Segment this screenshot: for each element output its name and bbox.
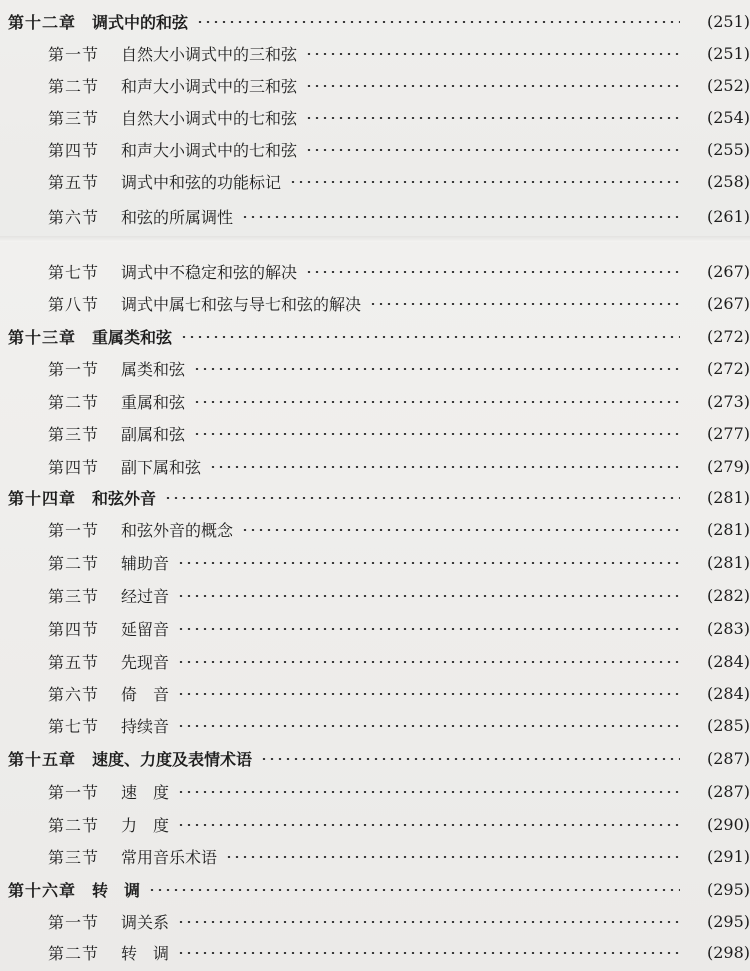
page-number: (281) [706,519,750,539]
section-number: 第五节 [48,172,100,192]
page-number: (254) [706,107,750,127]
page-number: (252) [706,75,750,95]
leader-dots [225,856,680,858]
toc-section-row [0,710,750,740]
section-number: 第八节 [48,294,100,314]
chapter-title: 速度、力度及表情术语 [92,749,253,769]
leader-dots [164,497,680,499]
section-number: 第一节 [48,912,100,932]
page-number: (291) [706,846,750,866]
section-title: 调式中属七和弦与导七和弦的解决 [121,294,362,314]
section-title: 调关系 [121,912,170,932]
section-title: 速 度 [121,782,170,802]
section-number: 第四节 [48,457,100,477]
section-title: 和声大小调式中的七和弦 [121,140,298,160]
page-number: (282) [706,585,750,605]
section-title: 调式中和弦的功能标记 [121,172,282,192]
leader-dots [305,271,680,273]
section-number: 第四节 [48,140,100,160]
leader-dots [177,725,680,727]
toc-section-row [0,776,750,806]
page-number: (258) [706,171,750,191]
page-number: (261) [706,206,750,226]
section-number: 第二节 [48,815,100,835]
page-number: (272) [706,326,750,346]
toc-section-row [0,613,750,643]
section-title: 自然大小调式中的七和弦 [121,108,298,128]
section-number: 第三节 [48,847,100,867]
section-number: 第二节 [48,392,100,412]
page-number: (295) [706,879,750,899]
leader-dots [260,758,680,760]
page-number: (279) [706,456,750,476]
page-number: (272) [706,358,750,378]
toc-section-row [0,256,750,286]
leader-dots [305,53,680,55]
section-title: 副属和弦 [121,424,186,444]
leader-dots [209,466,680,468]
section-number: 第一节 [48,520,100,540]
page-number: (281) [706,552,750,572]
chapter-number: 第十二章 [8,12,77,32]
leader-dots [289,181,680,183]
section-number: 第二节 [48,553,100,573]
page-number: (267) [706,261,750,281]
leader-dots [241,216,680,218]
section-title: 常用音乐术语 [121,847,218,867]
page-number: (287) [706,781,750,801]
leader-dots [177,693,680,695]
section-title: 和弦外音的概念 [121,520,234,540]
toc-section-row [0,353,750,383]
leader-dots [177,952,680,954]
leader-dots [241,529,680,531]
section-title: 倚 音 [121,684,170,704]
section-number: 第六节 [48,684,100,704]
toc-section-row [0,288,750,318]
page-number: (273) [706,391,750,411]
section-number: 第一节 [48,44,100,64]
toc-chapter-row [0,874,750,904]
section-number: 第四节 [48,619,100,639]
section-title: 持续音 [121,716,170,736]
page-number: (290) [706,814,750,834]
chapter-number: 第十四章 [8,488,77,508]
page-number: (255) [706,139,750,159]
page-number: (277) [706,423,750,443]
section-title: 先现音 [121,652,170,672]
toc-section-row [0,134,750,164]
section-number: 第三节 [48,424,100,444]
toc-section-row [0,418,750,448]
toc-chapter-row [0,321,750,351]
section-title: 辅助音 [121,553,170,573]
leader-dots [193,433,680,435]
fold-divider [0,236,750,242]
section-number: 第七节 [48,262,100,282]
page-number: (251) [706,11,750,31]
toc-chapter-row [0,482,750,512]
section-number: 第五节 [48,652,100,672]
leader-dots [148,889,680,891]
toc-section-row [0,580,750,610]
leader-dots [193,401,680,403]
section-title: 自然大小调式中的三和弦 [121,44,298,64]
toc-section-row [0,386,750,416]
leader-dots [305,85,680,87]
section-title: 属类和弦 [121,359,186,379]
section-title: 转 调 [121,943,170,963]
section-number: 第二节 [48,943,100,963]
section-title: 重属和弦 [121,392,186,412]
toc-section-row [0,809,750,839]
toc-section-row [0,841,750,871]
page-number: (284) [706,651,750,671]
leader-dots [177,562,680,564]
leader-dots [196,21,680,23]
section-number: 第三节 [48,586,100,606]
toc-section-row [0,70,750,100]
page-number: (298) [706,942,750,962]
leader-dots [193,368,680,370]
chapter-title: 转 调 [92,880,141,900]
section-number: 第六节 [48,207,100,227]
toc-section-row [0,678,750,708]
leader-dots [177,921,680,923]
section-title: 副下属和弦 [121,457,202,477]
toc-section-row [0,906,750,936]
leader-dots [369,303,680,305]
page-number: (281) [706,487,750,507]
leader-dots [180,336,680,338]
leader-dots [177,595,680,597]
section-number: 第三节 [48,108,100,128]
section-title: 经过音 [121,586,170,606]
leader-dots [305,117,680,119]
toc-section-row [0,102,750,132]
section-title: 和声大小调式中的三和弦 [121,76,298,96]
leader-dots [177,824,680,826]
page-number: (287) [706,748,750,768]
section-title: 延留音 [121,619,170,639]
chapter-number: 第十五章 [8,749,77,769]
toc-section-row [0,38,750,68]
toc-section-row [0,547,750,577]
toc-chapter-row [0,6,750,36]
chapter-number: 第十六章 [8,880,77,900]
chapter-title: 重属类和弦 [92,327,173,347]
page-number: (267) [706,293,750,313]
toc-section-row [0,514,750,544]
section-number: 第一节 [48,782,100,802]
toc-section-row [0,646,750,676]
toc-section-row [0,166,750,196]
chapter-number: 第十三章 [8,327,77,347]
chapter-title: 和弦外音 [92,488,157,508]
leader-dots [177,791,680,793]
toc-section-row [0,201,750,231]
section-number: 第七节 [48,716,100,736]
section-title: 力 度 [121,815,170,835]
leader-dots [305,149,680,151]
leader-dots [177,628,680,630]
page-number: (251) [706,43,750,63]
page-number: (285) [706,715,750,735]
section-number: 第二节 [48,76,100,96]
page-number: (295) [706,911,750,931]
toc-chapter-row [0,743,750,773]
page-number: (283) [706,618,750,638]
page-number: (284) [706,683,750,703]
section-title: 调式中不稳定和弦的解决 [121,262,298,282]
section-number: 第一节 [48,359,100,379]
section-title: 和弦的所属调性 [121,207,234,227]
leader-dots [177,661,680,663]
toc-section-row [0,451,750,481]
toc-section-row [0,937,750,967]
chapter-title: 调式中的和弦 [92,12,189,32]
